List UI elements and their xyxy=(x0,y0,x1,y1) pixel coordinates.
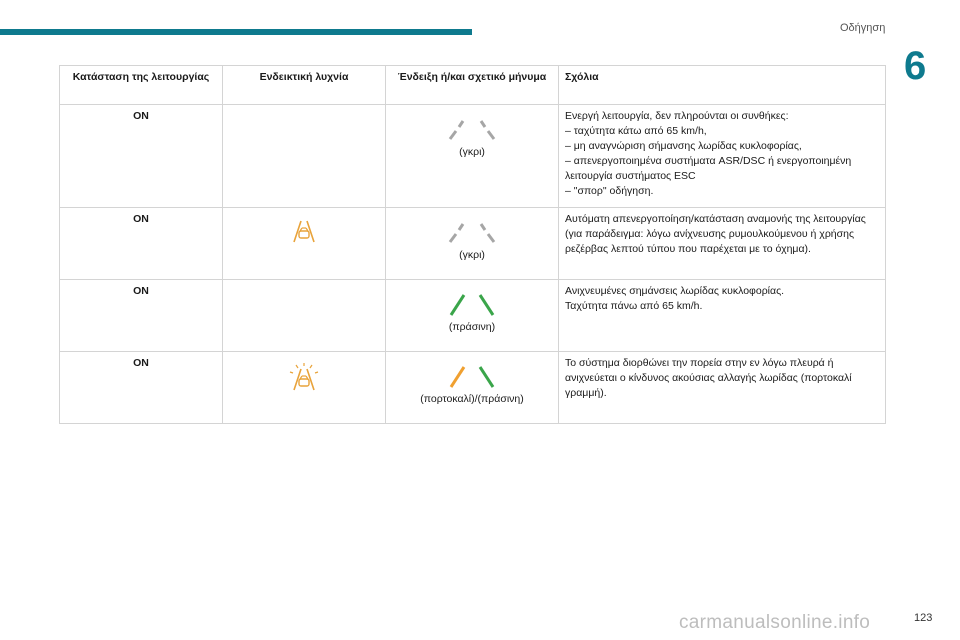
status-cell: ON xyxy=(60,105,223,208)
comment-cell xyxy=(559,105,886,208)
comment-line: Το σύστημα διορθώνει την πορεία στην εν λόγω πλευρά ή xyxy=(565,357,834,369)
comment-cell xyxy=(559,280,886,352)
table-row xyxy=(60,352,886,424)
chapter-number: 6 xyxy=(904,44,927,88)
display-cell xyxy=(386,352,559,424)
header-status: Κατάσταση της λειτουργίας xyxy=(60,66,223,105)
display-color-label: (πορτοκαλί)/(πράσινη) xyxy=(420,393,524,405)
comment-cell xyxy=(559,208,886,280)
comment-line: Ταχύτητα πάνω από 65 km/h. xyxy=(565,300,703,312)
header-display: Ένδειξη ή/και σχετικό μήνυμα xyxy=(386,66,559,105)
table-row xyxy=(60,208,886,280)
comment-line: – "σπορ" οδήγηση. xyxy=(565,185,654,197)
lamp-cell xyxy=(223,280,386,352)
status-cell: ON xyxy=(60,280,223,352)
display-cell xyxy=(386,105,559,208)
comment-line: λειτουργία συστήματος ESC xyxy=(565,170,696,182)
lane-keeping-status-table xyxy=(59,65,886,424)
table-header-row xyxy=(60,66,886,105)
display-cell xyxy=(386,208,559,280)
display-color-label: (πράσινη) xyxy=(448,321,496,333)
status-cell: ON xyxy=(60,208,223,280)
lane-departure-flashing-lamp-icon xyxy=(288,362,320,392)
comment-line: (για παράδειγμα: λόγω ανίχνευσης ρυμουλκούμενου ή χρήσης xyxy=(565,228,855,240)
comment-line: γραμμή). xyxy=(565,387,607,399)
grey-lane-lines-icon xyxy=(442,115,502,143)
lane-departure-lamp-icon xyxy=(290,218,318,244)
table-row xyxy=(60,280,886,352)
lamp-cell xyxy=(223,208,386,280)
display-color-label: (γκρι) xyxy=(459,146,485,158)
lamp-cell xyxy=(223,105,386,208)
lamp-cell xyxy=(223,352,386,424)
comment-line: – μη αναγνώριση σήμανσης λωρίδας κυκλοφορίας, xyxy=(565,140,802,152)
comment-line: – απενεργοποιημένα συστήματα ASR/DSC ή ενεργοποιημένη xyxy=(565,155,852,167)
status-cell: ON xyxy=(60,352,223,424)
orange-green-lane-lines-icon xyxy=(442,362,502,390)
page-number: 123 xyxy=(914,612,933,624)
comment-line: – ταχύτητα κάτω από 65 km/h, xyxy=(565,125,707,137)
grey-lane-lines-icon xyxy=(442,218,502,246)
section-title: Οδήγηση xyxy=(840,22,886,34)
green-lane-lines-icon xyxy=(442,290,502,318)
comment-line: Ενεργή λειτουργία, δεν πληρούνται οι συνθήκες: xyxy=(565,110,789,122)
header-comments: Σχόλια xyxy=(559,66,886,105)
display-cell xyxy=(386,280,559,352)
header-accent-bar xyxy=(0,29,472,35)
comment-line: ρεζέρβας λεπτού τύπου που παρέχεται με το όχημα). xyxy=(565,243,811,255)
comment-line: Αυτόματη απενεργοποίηση/κατάσταση αναμονής της λειτουργίας xyxy=(565,213,866,225)
header-lamp: Ενδεικτική λυχνία xyxy=(223,66,386,105)
table-row xyxy=(60,105,886,208)
comment-line: Ανιχνευμένες σημάνσεις λωρίδας κυκλοφορίας. xyxy=(565,285,785,297)
comment-line: ανιχνεύεται ο κίνδυνος ακούσιας αλλαγής λωρίδας (πορτοκαλί xyxy=(565,372,852,384)
display-color-label: (γκρι) xyxy=(459,249,485,261)
comment-cell xyxy=(559,352,886,424)
watermark: carmanualsonline.info xyxy=(679,612,871,633)
